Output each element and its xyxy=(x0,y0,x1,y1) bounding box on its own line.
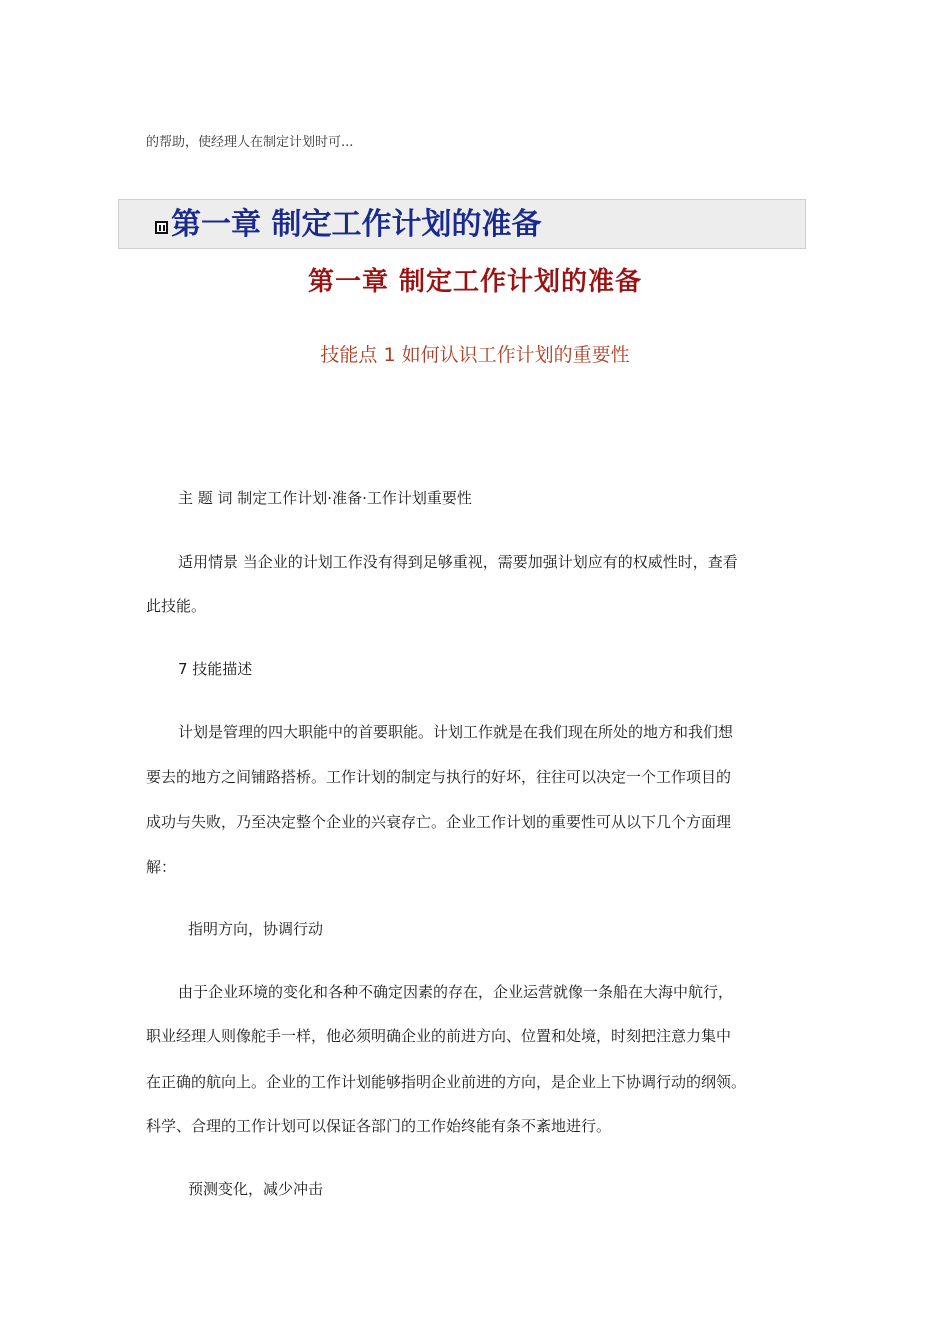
para1-line-2: 要去的地方之间铺路搭桥。工作计划的制定与执行的好坏，往往可以决定一个工作项目的 xyxy=(146,768,732,786)
para2-line-4: 科学、合理的工作计划可以保证各部门的工作始终能有条不紊地进行。 xyxy=(146,1117,612,1135)
subheading-direction: 指明方向，协调行动 xyxy=(188,920,324,938)
para1-line-3: 成功与失败，乃至决定整个企业的兴衰存亡。企业工作计划的重要性可从以下几个方面理 xyxy=(146,813,732,831)
para2-line-3: 在正确的航向上。企业的工作计划能够指明企业前进的方向，是企业上下协调行动的纲领。 xyxy=(146,1073,747,1091)
chapter-banner xyxy=(118,199,806,249)
para2-line-2: 职业经理人则像舵手一样，他必须明确企业的前进方向、位置和处境，时刻把注意力集中 xyxy=(146,1027,732,1045)
skill-title: 技能点 1 如何认识工作计划的重要性 xyxy=(320,344,630,366)
para1-line-1: 计划是管理的四大职能中的首要职能。计划工作就是在我们现在所处的地方和我们想 xyxy=(178,723,734,741)
subheading-forecast: 预测变化，减少冲击 xyxy=(188,1180,324,1198)
chapter-banner-title: 第一章 制定工作计划的准备 xyxy=(171,207,542,242)
chapter-heading: 第一章 制定工作计划的准备 xyxy=(307,267,643,297)
scenario-line-1: 适用情景 当企业的计划工作没有得到足够重视，需要加强计划应有的权威性时，查看 xyxy=(178,553,738,571)
para1-line-4: 解： xyxy=(146,858,177,876)
keywords-line: 主 题 词 制定工作计划·准备·工作计划重要性 xyxy=(178,489,472,507)
intro-fragment: 的帮助，使经理人在制定计划时可... xyxy=(146,135,354,150)
scenario-line-2: 此技能。 xyxy=(146,597,207,615)
skill-description-label: 7 技能描述 xyxy=(178,660,253,678)
document-icon xyxy=(155,221,168,234)
para2-line-1: 由于企业环境的变化和各种不确定因素的存在，企业运营就像一条船在大海中航行， xyxy=(178,983,734,1001)
